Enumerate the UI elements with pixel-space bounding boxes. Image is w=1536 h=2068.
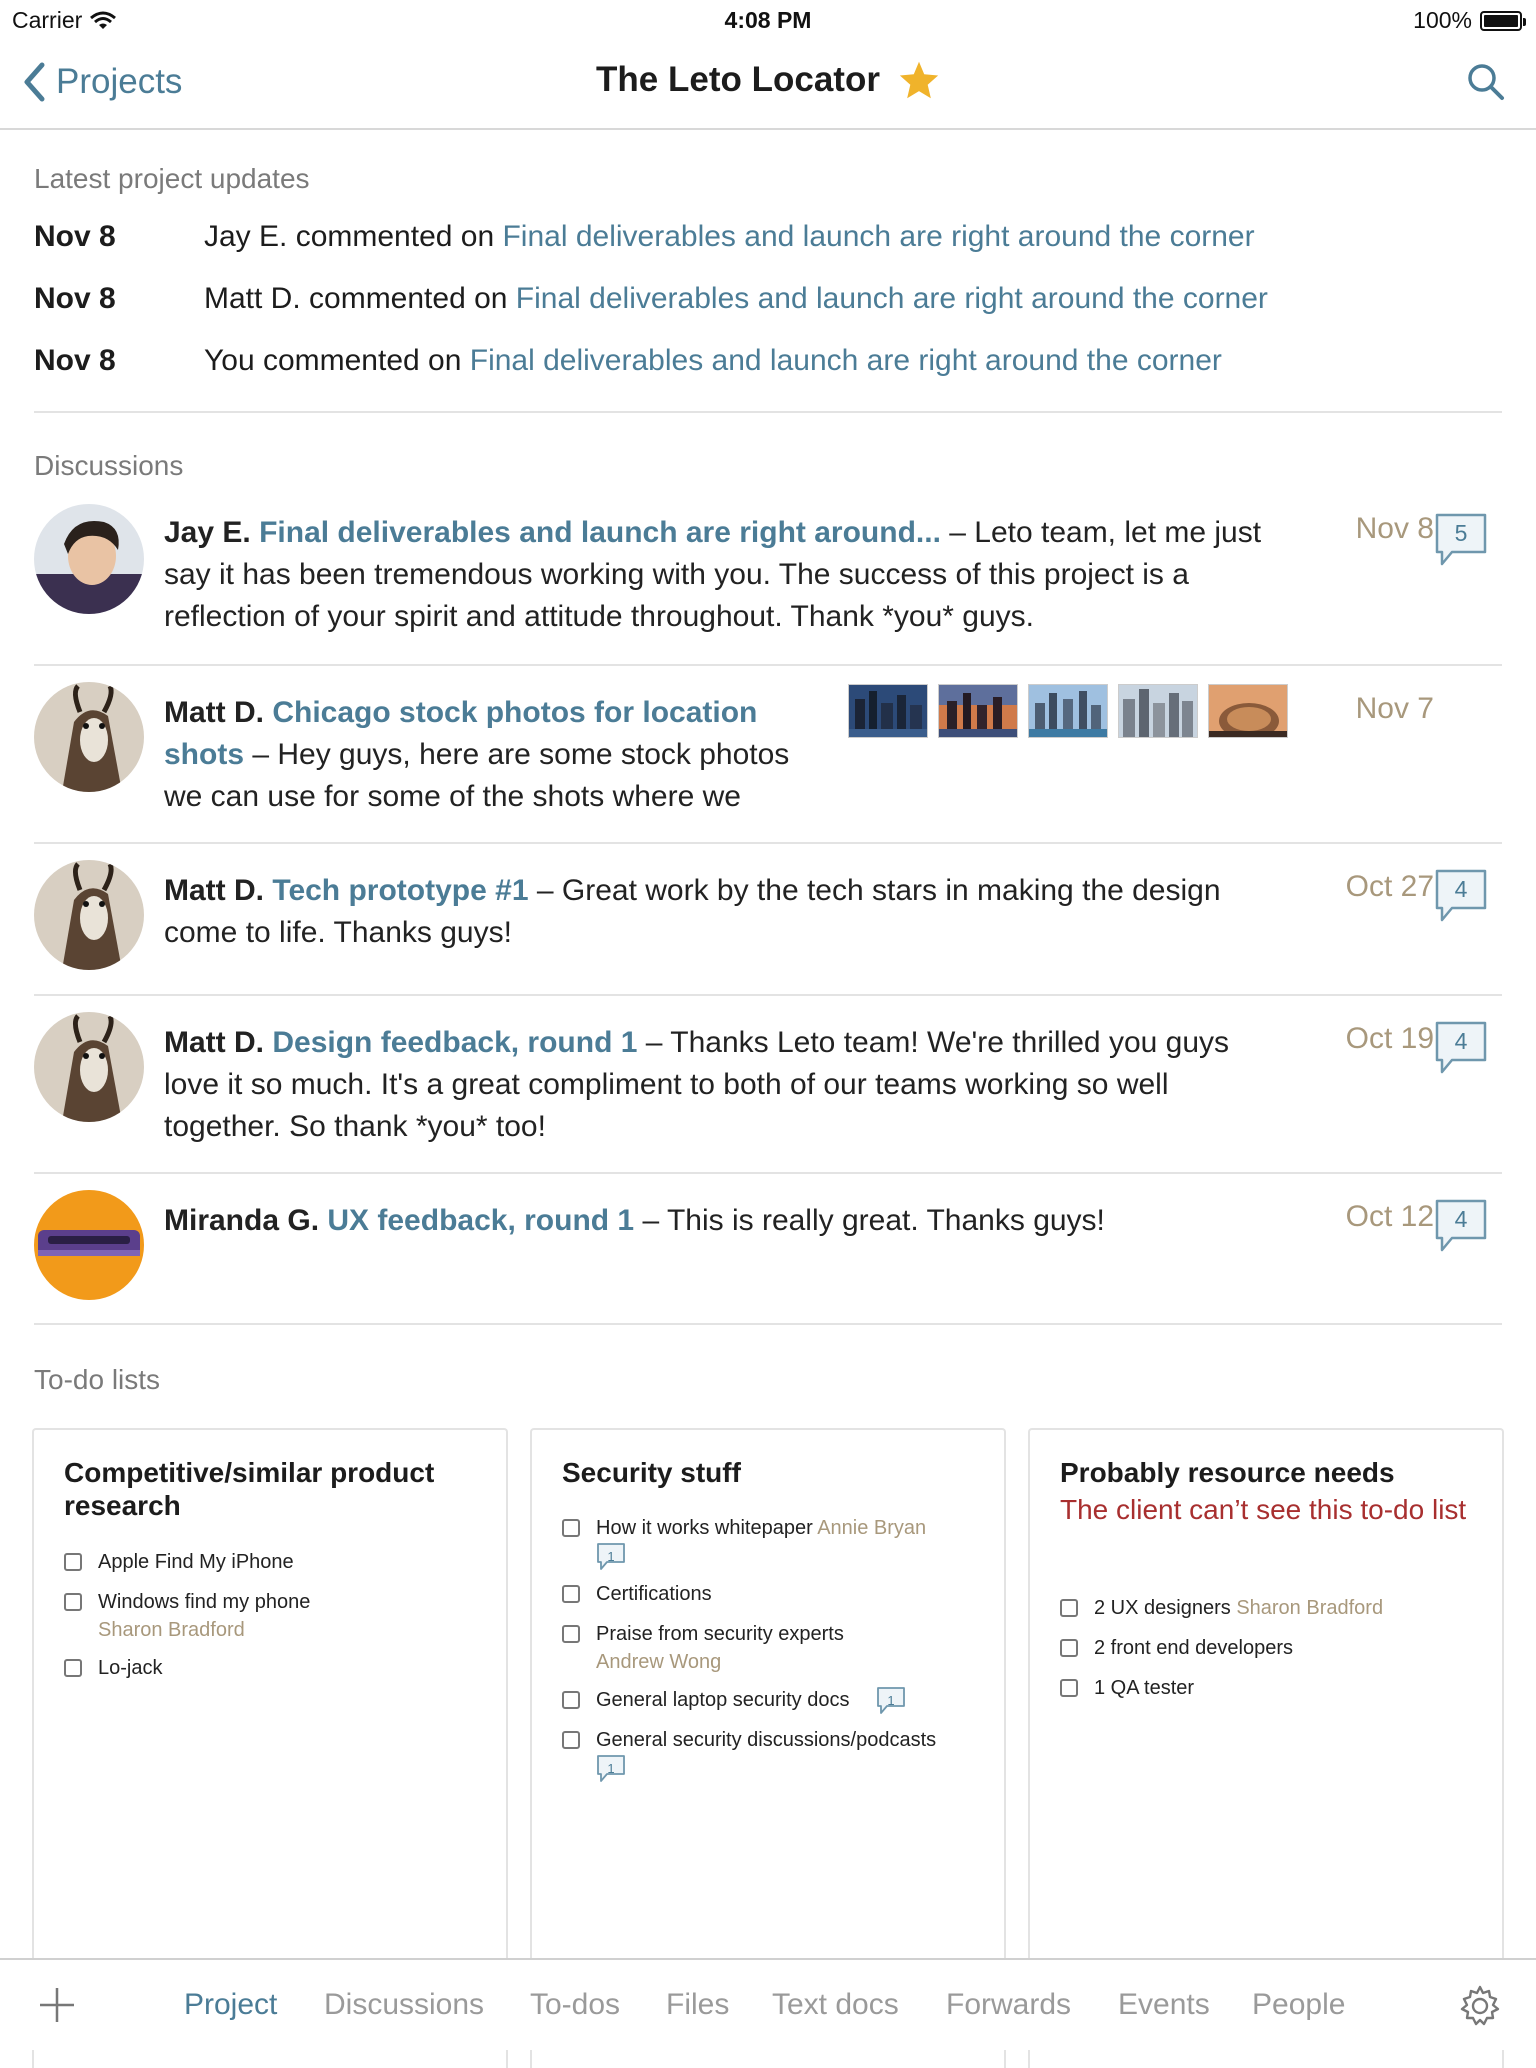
comment-count: 4 xyxy=(1454,876,1468,902)
discussion-title[interactable]: Chicago stock photos for location xyxy=(272,696,758,729)
photo-thumbnail[interactable] xyxy=(848,684,928,738)
avatar xyxy=(34,682,144,792)
update-row xyxy=(34,282,1494,316)
avatar xyxy=(34,860,144,970)
discussion-excerpt: – Leto team, let me just xyxy=(940,516,1262,549)
todo-checkbox[interactable] xyxy=(64,1659,82,1677)
todo-assignee: Sharon Bradford xyxy=(1236,1597,1384,1619)
todo-list-title[interactable]: Probably resource needs xyxy=(1060,1457,1395,1488)
tab-discussions[interactable]: Discussions xyxy=(324,1988,485,2021)
divider xyxy=(34,1323,1502,1325)
todo-comment-count: 1 xyxy=(607,1549,615,1564)
battery-percent: 100% xyxy=(1413,7,1472,33)
tab-people[interactable]: People xyxy=(1252,1988,1346,2021)
todo-comment-badge[interactable] xyxy=(596,1542,626,1572)
todo-checkbox[interactable] xyxy=(1060,1639,1078,1657)
avatar xyxy=(34,504,144,614)
photo-thumbnail[interactable] xyxy=(1118,684,1198,738)
comment-count: 4 xyxy=(1454,1028,1468,1054)
todo-assignee: Annie Bryan xyxy=(817,1517,927,1539)
todo-checkbox[interactable] xyxy=(562,1731,580,1749)
divider xyxy=(34,994,1502,996)
discussion-excerpt: together. So thank *you* too! xyxy=(164,1110,546,1143)
divider xyxy=(34,411,1502,413)
discussion-author: Matt D. xyxy=(164,696,264,729)
discussion-author: Miranda G. xyxy=(164,1204,320,1237)
discussion-date: Oct 12 xyxy=(1345,1200,1434,1233)
update-actor: You commented on xyxy=(204,344,470,377)
discussion-author: Matt D. xyxy=(164,1026,264,1059)
todo-text[interactable]: Praise from security experts xyxy=(596,1623,844,1645)
update-date: Nov 8 xyxy=(34,282,116,315)
divider xyxy=(34,842,1502,844)
tab-files[interactable]: Files xyxy=(666,1988,730,2021)
todo-comment-count: 1 xyxy=(607,1761,615,1776)
search-icon xyxy=(1466,62,1506,102)
discussion-item[interactable] xyxy=(34,502,1502,662)
update-actor: Matt D. commented on xyxy=(204,282,516,315)
navigation-bar xyxy=(0,42,1536,130)
tab-project[interactable]: Project xyxy=(184,1988,278,2021)
discussion-item[interactable] xyxy=(34,1010,1502,1170)
todo-comment-count: 1 xyxy=(887,1693,895,1708)
todo-list-title[interactable]: Security stuff xyxy=(562,1457,741,1488)
discussion-date: Nov 8 xyxy=(1355,512,1434,545)
comment-count-badge[interactable] xyxy=(1434,1020,1488,1076)
tab-bar xyxy=(0,1958,1536,2050)
todo-text[interactable]: Certifications xyxy=(596,1583,712,1605)
update-link[interactable]: Final deliverables and launch are right around the corner xyxy=(469,344,1222,377)
discussion-date: Oct 27 xyxy=(1345,870,1434,903)
discussion-date: Oct 19 xyxy=(1345,1022,1434,1055)
todo-list-title[interactable]: Competitive/similar product research xyxy=(64,1457,435,1521)
todo-text[interactable]: Windows find my phone xyxy=(98,1591,311,1613)
photo-thumbnail[interactable] xyxy=(938,684,1018,738)
comment-count: 4 xyxy=(1454,1206,1468,1232)
discussion-item[interactable] xyxy=(34,680,1502,840)
photo-thumbnail[interactable] xyxy=(1208,684,1288,738)
divider xyxy=(34,664,1502,666)
clock: 4:08 PM xyxy=(724,7,812,33)
update-date: Nov 8 xyxy=(34,344,116,377)
todo-text[interactable]: How it works whitepaper xyxy=(596,1517,813,1539)
star-icon[interactable] xyxy=(898,60,940,100)
todo-checkbox[interactable] xyxy=(1060,1679,1078,1697)
update-row xyxy=(34,344,1494,378)
discussion-item[interactable] xyxy=(34,1188,1502,1318)
todo-checkbox[interactable] xyxy=(562,1691,580,1709)
todo-item xyxy=(562,1620,982,1680)
todo-text[interactable]: General laptop security docs xyxy=(596,1689,850,1711)
todo-comment-badge[interactable] xyxy=(876,1686,906,1716)
todos-heading: To-do lists xyxy=(34,1364,161,1395)
discussion-title[interactable]: Design feedback, round 1 xyxy=(272,1026,638,1059)
todo-item xyxy=(562,1726,982,1786)
todo-text[interactable]: General security discussions/podcasts xyxy=(596,1729,937,1751)
settings-button[interactable] xyxy=(1458,1984,1502,2033)
discussion-title[interactable]: Tech prototype #1 xyxy=(272,874,529,907)
gear-icon xyxy=(1458,1984,1502,2028)
tab-text-docs[interactable]: Text docs xyxy=(772,1988,899,2021)
comment-count: 5 xyxy=(1454,520,1468,546)
update-date: Nov 8 xyxy=(34,220,116,253)
battery-indicator xyxy=(1413,7,1522,34)
todo-text[interactable]: 2 UX designers xyxy=(1094,1597,1231,1619)
status-bar xyxy=(0,0,1536,42)
add-button[interactable] xyxy=(38,1986,76,2029)
discussion-excerpt: we can use for some of the shots where we xyxy=(164,780,741,813)
todo-checkbox[interactable] xyxy=(1060,1599,1078,1617)
discussion-title[interactable]: shots xyxy=(164,738,245,771)
discussion-date: Nov 7 xyxy=(1355,692,1434,725)
todo-comment-badge[interactable] xyxy=(596,1754,626,1784)
todo-checkbox[interactable] xyxy=(64,1593,82,1611)
todo-assignee: Andrew Wong xyxy=(596,1651,722,1673)
todo-checkbox[interactable] xyxy=(64,1553,82,1571)
photo-thumbnail[interactable] xyxy=(1028,684,1108,738)
update-link[interactable]: Final deliverables and launch are right around the corner xyxy=(502,220,1255,253)
discussion-excerpt: come to life. Thanks guys! xyxy=(164,916,512,949)
discussion-excerpt: – Great work by the tech stars in making the design xyxy=(528,874,1221,907)
back-label: Projects xyxy=(56,62,183,101)
comment-count-badge[interactable] xyxy=(1434,868,1488,924)
todo-checkbox[interactable] xyxy=(562,1585,580,1603)
todo-text[interactable]: Lo-jack xyxy=(98,1657,163,1679)
comment-count-badge[interactable] xyxy=(1434,1198,1488,1254)
todo-checkbox[interactable] xyxy=(562,1519,580,1537)
private-list-notice: The client can’t see this to-do list xyxy=(1060,1494,1467,1525)
avatar xyxy=(34,1012,144,1122)
tab-todos[interactable]: To-dos xyxy=(530,1988,621,2021)
todo-item xyxy=(64,1588,484,1648)
discussions-heading: Discussions xyxy=(34,450,184,481)
divider xyxy=(34,1172,1502,1174)
discussion-excerpt: – Thanks Leto team! We're thrilled you guys xyxy=(637,1026,1230,1059)
discussion-excerpt: love it so much. It's a great compliment to both of our teams working so well xyxy=(164,1068,1169,1101)
discussion-excerpt: say it has been tremendous working with you. The success of this project is a xyxy=(164,558,1189,591)
search-button[interactable] xyxy=(1466,62,1506,107)
plus-icon xyxy=(38,1986,76,2024)
todo-assignee: Sharon Bradford xyxy=(98,1619,245,1641)
update-actor: Jay E. commented on xyxy=(204,220,503,253)
page-title: The Leto Locator xyxy=(596,60,880,99)
discussion-excerpt: reflection of your spirit and attitude throughout. Thank *you* guys. xyxy=(164,600,1034,633)
todo-item xyxy=(562,1514,982,1574)
update-link[interactable]: Final deliverables and launch are right around the corner xyxy=(515,282,1268,315)
discussion-item[interactable] xyxy=(34,858,1502,978)
discussion-excerpt: – This is really great. Thanks guys! xyxy=(634,1204,1105,1237)
comment-count-badge[interactable] xyxy=(1434,512,1488,568)
discussion-title[interactable]: Final deliverables and launch are right around... xyxy=(259,516,941,549)
discussion-author: Matt D. xyxy=(164,874,264,907)
todo-text[interactable]: 2 front end developers xyxy=(1094,1637,1294,1659)
carrier-label: Carrier xyxy=(12,7,83,33)
update-row xyxy=(34,220,1494,254)
tab-events[interactable]: Events xyxy=(1118,1988,1210,2021)
discussion-title[interactable]: UX feedback, round 1 xyxy=(327,1204,635,1237)
todo-text[interactable]: 1 QA tester xyxy=(1094,1677,1195,1699)
todo-checkbox[interactable] xyxy=(562,1625,580,1643)
updates-heading: Latest project updates xyxy=(34,163,310,194)
battery-icon xyxy=(1480,11,1522,31)
tab-forwards[interactable]: Forwards xyxy=(946,1988,1072,2021)
discussion-author: Jay E. xyxy=(164,516,251,549)
avatar xyxy=(34,1190,144,1300)
todo-text[interactable]: Apple Find My iPhone xyxy=(98,1551,294,1573)
discussion-excerpt: – Hey guys, here are some stock photos xyxy=(244,738,790,771)
